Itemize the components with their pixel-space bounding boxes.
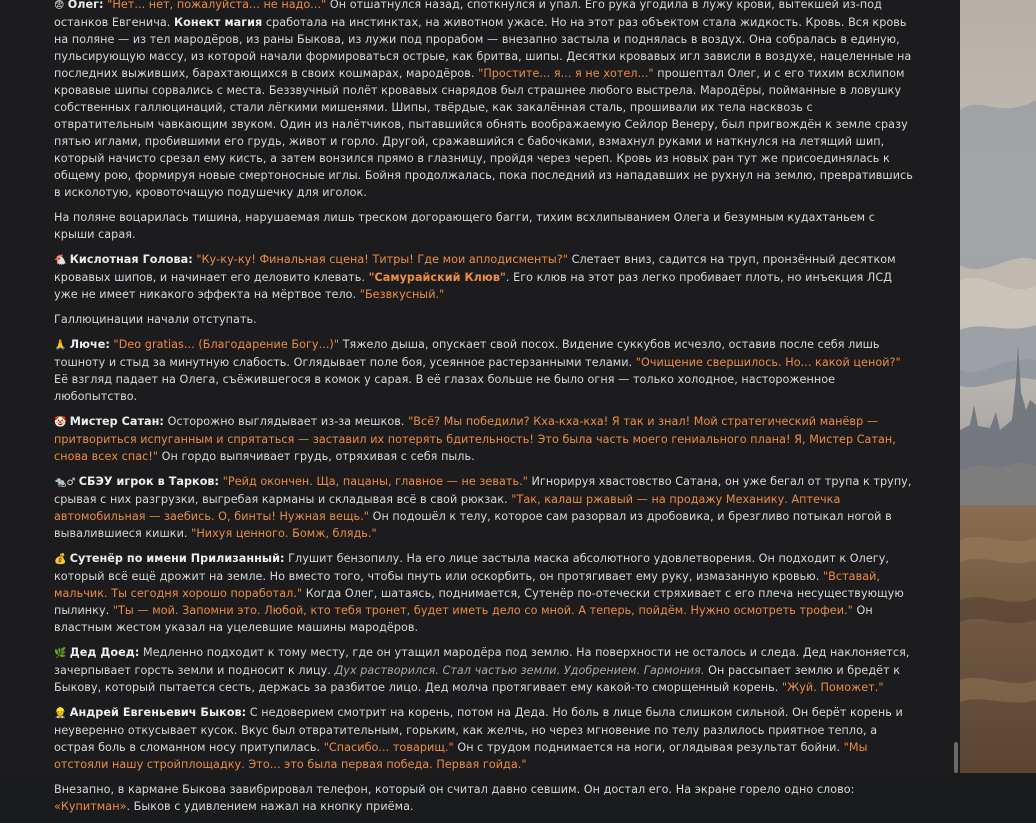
narration-text: Тяжело дыша, опускает свой посох. Видение суккубов исчезло, оставив после себя лишь тошноту и стыд за минутную слабость. Оглядывает поле боя, усеянное растерзанными телами. [54,338,880,369]
story-paragraph [54,0,916,201]
speaker-emoji-icon: 🌿 [54,648,70,659]
dialogue-quote: "Очищение свершилось. Но... какой ценой?" [635,356,901,369]
speaker-emoji-icon: 🐔 [54,255,70,266]
story-paragraph [54,413,916,465]
narration-text: Галлюцинации начали отступать. [54,313,257,326]
speaker-name: Андрей Евгеньевич Быков: [69,706,247,719]
narration-text: Глушит бензопилу. На его лице застыла маска абсолютного удовлетворения. Он подходит к Олегу, который всё ещё дрожит на земле. Но вместо того, чтобы пнуть или оскорбить, он протягивает ему руку, измазанную кровью. [54,552,889,583]
narration-text: Он подошёл к телу, которое сам разорвал из дробовика, и брезгливо потыкал ногой в вывалившиеся кишки. [54,510,892,540]
speaker-name: Дед Доед: [69,646,140,659]
dialogue-quote: "Всё? Мы победили? Кха-кха-кха! Я так и знал! Мой стратегический манёвр — притвориться испуганным и спрятаться — заставил их потерять бдительность! Это была часть моего гениального плана! Я, Мистер Сатан, снова всех спас!" [54,415,896,463]
dialogue-quote: "Простите... я... я не хотел..." [478,67,654,80]
ability-name: "Самурайский Клюв" [368,271,506,284]
narration-text: Он гордо выпячивает грудь, отряхивая с себя пыль. [158,450,475,463]
speaker-name: Конект магия [173,16,263,29]
dialogue-quote: "Безвкусный." [359,288,445,301]
narration-text: Когда Олег, шатаясь, поднимается, Сутенёр по-отечески стряхивает с его плеча несуществующую пылинку. [54,587,904,617]
story-paragraph [54,311,916,328]
narration-text: . Его клюв на этот раз легко пробивает плоть, но инъекция ЛСД уже не имеет никакого эффекта на мёртвое тело. [54,271,893,301]
dialogue-quote: "Мы отстояли нашу стройплощадку. Это... это была первая победа. Первая гойда." [54,741,868,771]
narration-text: Он с трудом поднимается на ноги, оглядывая результат бойни. [453,741,844,754]
background-wasteland-image [960,0,1036,773]
inner-thought: Дух растворился. Стал частью земли. Удобрением. Гармония. [334,664,705,677]
narration-text: сработала на инстинктах, на животном ужасе. Но на этот раз объектом стала жидкость. Кровь. Вся кровь на поляне — из тел мародёров, из раны Быкова, из лужи под прорабом — внезапно застыла и поднялась в воздух. Она собралась в единую, пульсирующую массу, из которой начали формироваться острые, как бритва, шипы. Десятки кровавых игл зависли в воздухе, нацеленные на последних выживших, барахтающихся в своих кошмарах, мародёров. [54,16,912,80]
dialogue-quote: "Спасибо... товарищ." [323,741,454,754]
dialogue-quote: "Рейд окончен. Ща, пацаны, главное — не зевать." [222,475,528,488]
speaker-name: СБЭУ игрок в Тарков: [78,475,220,488]
dialogue-quote: "Нихуя ценного. Бомж, блядь." [191,527,377,540]
speaker-emoji-icon: 🐀♂ [54,477,79,488]
dialogue-quote: "Вставай, мальчик. Ты сегодня хорошо поработал." [54,570,881,600]
story-paragraph [54,336,916,405]
speaker-emoji-icon: 🤡 [54,417,70,428]
narration-text: прошептал Олег, и с его тихим всхлипом кровавые шипы сорвались с места. Беззвучный полёт кровавых снарядов был страшнее любого выстрела. Мародёры, пойманные в ловушку собственных галлюцинаций, стали лёгкими мишенями. Шипы, твёрдые, как закалённая сталь, прошивали их тела насквозь с отвратительным чавкающим звуком. Один из налётчиков, пытавшийся обнять воображаемую Сейлор Венеру, был пригвождён к земле сразу пятью иглами, пробившими его грудь, живот и горло. Другой, сражавшийся с бабочками, взмахнул руками и наткнулся на летящий шип, который начисто срезал ему кисть, а затем вонзился прямо в глазницу, пройдя через череп. Кровь из новых ран тут же присоединялась к общему рою, формируя новые смертоносные иглы. Бойня продолжалась, пока последний из нападавших не рухнул на землю, превратившись в исколотую, кровоточащую подушечку для иголок. [54,67,913,199]
speaker-name: Мистер Сатан: [69,415,164,428]
narration-text: . Быков с удивлением нажал на кнопку приёма. [126,800,414,813]
narration-text: На поляне воцарилась тишина, нарушаемая лишь треском догорающего багги, тихим всхлипыванием Олега и безумным кудахтаньем с крыши сарая. [54,211,875,241]
speaker-emoji-icon: 🙏 [54,340,70,351]
speaker-name: Люче: [69,338,110,351]
narration-text: Осторожно выглядывает из-за мешков. [163,415,409,428]
speaker-emoji-icon: 👷 [54,708,70,719]
dialogue-quote: "Нет... нет, пожалуйста... не надо..." [107,0,327,11]
narration-text: Он властным жестом указал на уцелевшие машины мародёров. [54,604,873,634]
story-paragraph [54,550,916,636]
speaker-name: Кислотная Голова: [69,253,193,266]
speaker-emoji-icon: 💰 [54,554,70,565]
story-paragraph [54,209,916,243]
narration-text: Он отшатнулся назад, споткнулся и упал. Его рука угодила в лужу крови, вытекшей из-под останков Евгенича. [54,0,882,29]
narration-text: Слетает вниз, садится на труп, пронзённый десятком кровавых шипов, и начинает его деловито клевать. [54,253,896,284]
dialogue-quote: "Жуй. Поможет." [781,681,884,694]
speaker-name: Олег: [67,0,104,11]
narration-text: Он рассыпает землю и бредёт к Быкову, который пытается сесть, держась за разбитое лицо. Дед молча протягивает ему какой-то сморщенный корень. [54,664,901,694]
narration-text: Её взгляд падает на Олега, съёжившегося в комок у сарая. В её глазах больше не было огня — только холодное, настороженное любопытство. [54,373,836,403]
narration-text: Медленно подходит к тому месту, где он утащил мародёра под землю. На поверхности не осталось и следа. Дед наклоняется, зачерпывает горсть земли и подносит к лицу. [54,646,910,677]
dialogue-quote: "Ты — мой. Запомни это. Любой, кто тебя тронет, будет иметь дело со мной. А теперь, пойдём. Нужно осмотреть трофеи." [112,604,853,617]
narration-text: Игнорируя хвастовство Сатана, он уже бегал от трупа к трупу, срывая с них разгрузки, выгребая карманы и складывая всё в свой рюкзак. [54,475,912,506]
speaker-name: Сутенёр по имени Прилизанный: [69,552,285,565]
dialogue-quote: "Так, калаш ржавый — на продажу Механику. Аптечка автомобильная — заебись. О, бинты! Нужная вещь." [54,493,841,523]
dialogue-quote: «Купитман» [54,800,127,813]
story-paragraph [54,473,916,542]
narration-text: Внезапно, в кармане Быкова завибрировал телефон, который он считал давно севшим. Он достал его. На экране горело одно слово: [54,783,855,796]
story-paragraph [54,704,916,773]
story-paragraph [54,251,916,303]
story-paragraph [54,781,916,815]
scrollbar-track[interactable] [950,0,960,773]
story-paragraph [54,644,916,696]
speaker-emoji-icon: 😨 [54,0,68,11]
story-message [54,0,916,823]
narration-text: С недоверием смотрит на корень, потом на Деда. Но боль в лице была слишком сильной. Он берёт корень и неуверенно откусывает кусок. Вкус был отвратительным, горьким, как желчь, но через мгновение по телу разлилось приятное тепло, а острая боль в сломанном носу притупилась. [54,706,903,754]
dialogue-quote: "Deo gratias... (Благодарение Богу...)" [113,338,340,351]
dialogue-quote: "Ку-ку-ку! Финальная сцена! Титры! Где мои аплодисменты?" [196,253,568,266]
scrollbar-thumb[interactable] [954,742,958,773]
